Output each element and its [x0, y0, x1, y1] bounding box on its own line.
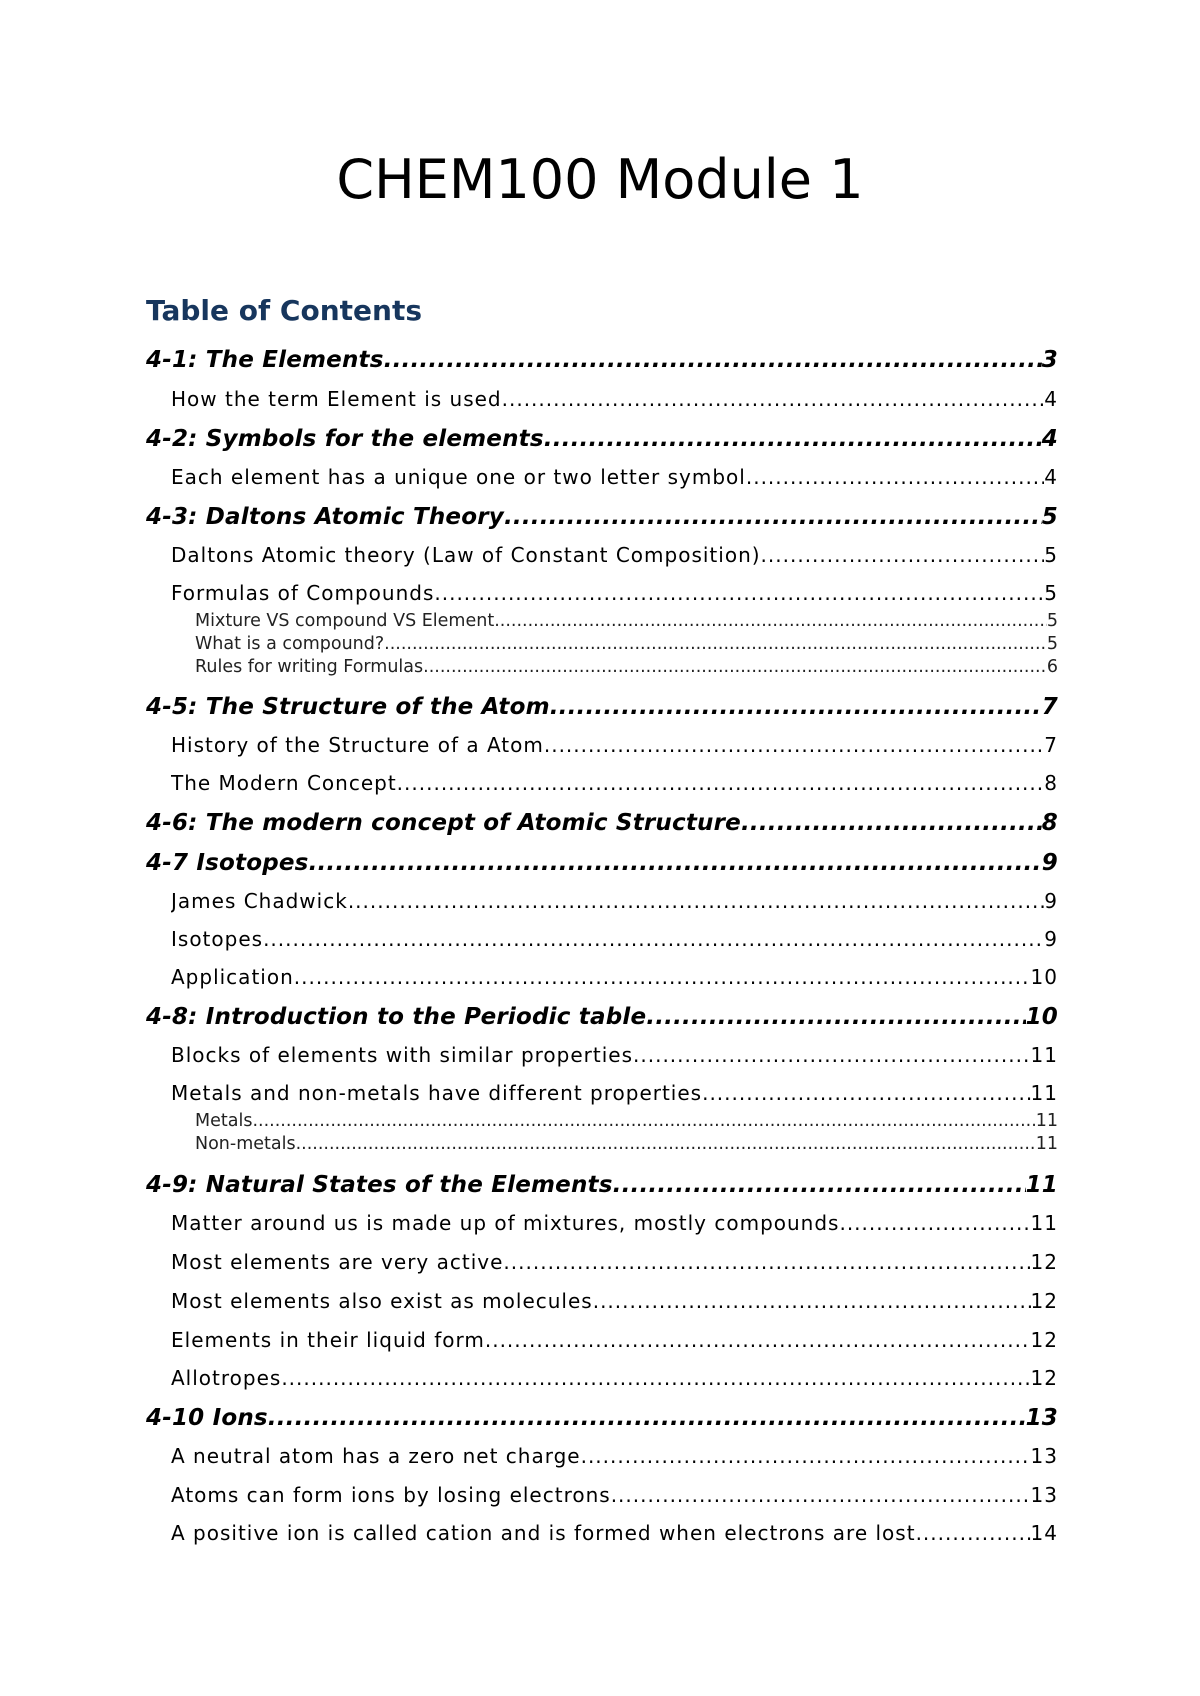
toc-page-number: 11 [1035, 1134, 1058, 1154]
toc-page-number: 11 [1035, 1111, 1058, 1131]
toc-leader-dots [702, 1080, 1030, 1106]
toc-entry-level-3[interactable] [195, 633, 1058, 655]
toc-entry-title: A positive ion is called cation and is formed when electrons are lost [171, 1521, 916, 1545]
toc-page-number: 6 [1046, 657, 1058, 677]
toc-leader-dots [646, 1003, 1025, 1031]
toc-leader-dots [309, 849, 1042, 877]
toc-leader-dots [550, 693, 1042, 721]
toc-leader-dots [611, 1482, 1031, 1508]
toc-entry-level-1[interactable] [146, 1003, 1058, 1031]
toc-entry-level-2[interactable] [171, 732, 1058, 758]
toc-entry-level-1[interactable] [146, 1171, 1058, 1199]
toc-entry-level-2[interactable] [171, 1288, 1058, 1314]
toc-entry-level-2[interactable] [171, 1365, 1058, 1391]
toc-leader-dots [296, 1133, 1036, 1155]
toc-entry-title: James Chadwick [171, 889, 348, 913]
toc-leader-dots [268, 1404, 1026, 1432]
toc-leader-dots [916, 1520, 1031, 1546]
toc-entry-level-2[interactable] [171, 580, 1058, 606]
toc-leader-dots [252, 1110, 1035, 1132]
toc-entry-level-3[interactable] [195, 1133, 1058, 1155]
toc-entry-title: 4-10 Ions [146, 1405, 268, 1431]
toc-entry-title: Elements in their liquid form [171, 1328, 485, 1352]
toc-entry-title: 4-6: The modern concept of Atomic Structure [146, 810, 741, 836]
toc-entry-title: Rules for writing Formulas [195, 657, 424, 677]
toc-page-number: 8 [1044, 771, 1058, 795]
toc-entry-level-2[interactable] [171, 1249, 1058, 1275]
toc-page-number: 10 [1025, 1004, 1058, 1030]
toc-leader-dots [544, 425, 1042, 453]
toc-page-number: 13 [1025, 1405, 1058, 1431]
toc-entry-title: 4-1: The Elements [146, 347, 384, 373]
toc-entry-level-1[interactable] [146, 425, 1058, 453]
toc-leader-dots [485, 1327, 1031, 1353]
toc-page-number: 11 [1030, 1081, 1058, 1105]
toc-entry-level-2[interactable] [171, 964, 1058, 990]
toc-entry-title: Blocks of elements with similar properties [171, 1043, 634, 1067]
toc-page-number: 9 [1044, 927, 1058, 951]
toc-page-number: 12 [1030, 1289, 1058, 1313]
toc-page-number: 4 [1044, 387, 1058, 411]
toc-entry-level-2[interactable] [171, 1210, 1058, 1236]
toc-leader-dots [544, 732, 1044, 758]
toc-entry-title: 4-8: Introduction to the Periodic table [146, 1004, 647, 1030]
toc-page-number: 11 [1025, 1172, 1058, 1198]
toc-leader-dots [504, 503, 1042, 531]
toc-heading: Table of Contents [146, 294, 423, 327]
toc-entry-level-2[interactable] [171, 386, 1058, 412]
toc-entry-title: Most elements are very active [171, 1250, 504, 1274]
toc-leader-dots [741, 809, 1042, 837]
toc-leader-dots [384, 346, 1042, 374]
toc-entry-title: Isotopes [171, 927, 264, 951]
toc-entry-title: 4-7 Isotopes [146, 850, 309, 876]
toc-page-number: 10 [1030, 965, 1058, 989]
toc-entry-level-1[interactable] [146, 1404, 1058, 1432]
toc-page-number: 5 [1044, 543, 1058, 567]
toc-leader-dots [503, 1249, 1030, 1275]
toc-leader-dots [753, 464, 1044, 490]
toc-entry-title: 4-3: Daltons Atomic Theory [146, 504, 504, 530]
document-title: CHEM100 Module 1 [336, 148, 864, 211]
toc-entry-level-2[interactable] [171, 926, 1058, 952]
toc-entry-title: Matter around us is made up of mixtures, mostly compounds [171, 1211, 840, 1235]
toc-page-number: 12 [1030, 1366, 1058, 1390]
toc-entry-level-2[interactable] [171, 1080, 1058, 1106]
toc-entry-level-2[interactable] [171, 888, 1058, 914]
toc-entry-level-1[interactable] [146, 503, 1058, 531]
toc-page-number: 5 [1044, 581, 1058, 605]
toc-leader-dots [581, 1443, 1031, 1469]
toc-page-number: 4 [1041, 426, 1058, 452]
toc-page-number: 7 [1041, 694, 1058, 720]
toc-entry-title: Formulas of Compounds [171, 581, 435, 605]
toc-entry-title: How the term Element is used [171, 387, 502, 411]
toc-leader-dots [494, 610, 1047, 632]
toc-entry-title: 4-2: Symbols for the elements [146, 426, 544, 452]
toc-page-number: 12 [1030, 1328, 1058, 1352]
toc-leader-dots [397, 770, 1045, 796]
toc-page-number: 13 [1030, 1483, 1058, 1507]
toc-entry-level-2[interactable] [171, 770, 1058, 796]
toc-entry-title: Application [171, 965, 294, 989]
toc-page-number: 3 [1041, 347, 1058, 373]
toc-page-number: 11 [1030, 1211, 1058, 1235]
toc-entry-title: What is a compound? [195, 634, 385, 654]
toc-leader-dots [593, 1288, 1031, 1314]
toc-leader-dots [761, 542, 1045, 568]
toc-entry-title: Metals and non-metals have different properties [171, 1081, 703, 1105]
toc-entry-title: Each element has a unique one or two letter symbol. [171, 465, 754, 489]
toc-entry-title: History of the Structure of a Atom [171, 733, 544, 757]
toc-leader-dots [502, 386, 1045, 412]
toc-entry-title: Non-metals [195, 1134, 296, 1154]
toc-leader-dots [281, 1365, 1030, 1391]
toc-leader-dots [613, 1171, 1026, 1199]
toc-entry-level-2[interactable] [171, 1327, 1058, 1353]
toc-page-number: 12 [1030, 1250, 1058, 1274]
toc-page-number: 5 [1046, 634, 1058, 654]
toc-entry-title: Most elements also exist as molecules [171, 1289, 593, 1313]
toc-page-number: 5 [1046, 611, 1058, 631]
toc-entry-level-2[interactable] [171, 1520, 1058, 1546]
toc-leader-dots [633, 1042, 1031, 1068]
toc-entry-level-1[interactable] [146, 693, 1058, 721]
toc-page-number: 14 [1030, 1521, 1058, 1545]
toc-entry-level-1[interactable] [146, 809, 1058, 837]
toc-leader-dots [263, 926, 1044, 952]
toc-entry-title: Atoms can form ions by losing electrons [171, 1483, 611, 1507]
toc-entry-level-2[interactable] [171, 1482, 1058, 1508]
toc-leader-dots [423, 656, 1047, 678]
toc-entry-level-1[interactable] [146, 346, 1058, 374]
toc-entry-level-3[interactable] [195, 610, 1058, 632]
toc-page-number: 8 [1041, 810, 1058, 836]
toc-entry-level-2[interactable] [171, 542, 1058, 568]
toc-entry-title: Metals [195, 1111, 253, 1131]
toc-entry-title: A neutral atom has a zero net charge [171, 1444, 581, 1468]
toc-page-number: 4 [1044, 465, 1058, 489]
toc-entry-title: Allotropes [171, 1366, 282, 1390]
toc-page-number: 13 [1030, 1444, 1058, 1468]
toc-entry-level-3[interactable] [195, 1110, 1058, 1132]
toc-page-number: 11 [1030, 1043, 1058, 1067]
toc-page-number: 7 [1044, 733, 1058, 757]
toc-entry-title: Daltons Atomic theory (Law of Constant Composition) [171, 543, 761, 567]
toc-entry-title: Mixture VS compound VS Element [195, 611, 495, 631]
toc-leader-dots [294, 964, 1031, 990]
toc-leader-dots [839, 1210, 1030, 1236]
toc-leader-dots [384, 633, 1047, 655]
toc-entry-title: The Modern Concept [171, 771, 397, 795]
toc-page-number: 9 [1044, 889, 1058, 913]
toc-entry-level-2[interactable] [171, 1042, 1058, 1068]
toc-page-number: 5 [1041, 504, 1058, 530]
toc-leader-dots [348, 888, 1044, 914]
toc-entry-title: 4-5: The Structure of the Atom [146, 694, 550, 720]
toc-entry-title: 4-9: Natural States of the Elements [146, 1172, 613, 1198]
toc-entry-level-2[interactable] [171, 464, 1058, 490]
toc-entry-level-1[interactable] [146, 849, 1058, 877]
toc-entry-level-2[interactable] [171, 1443, 1058, 1469]
toc-leader-dots [434, 580, 1044, 606]
toc-page-number: 9 [1041, 850, 1058, 876]
toc-entry-level-3[interactable] [195, 656, 1058, 678]
